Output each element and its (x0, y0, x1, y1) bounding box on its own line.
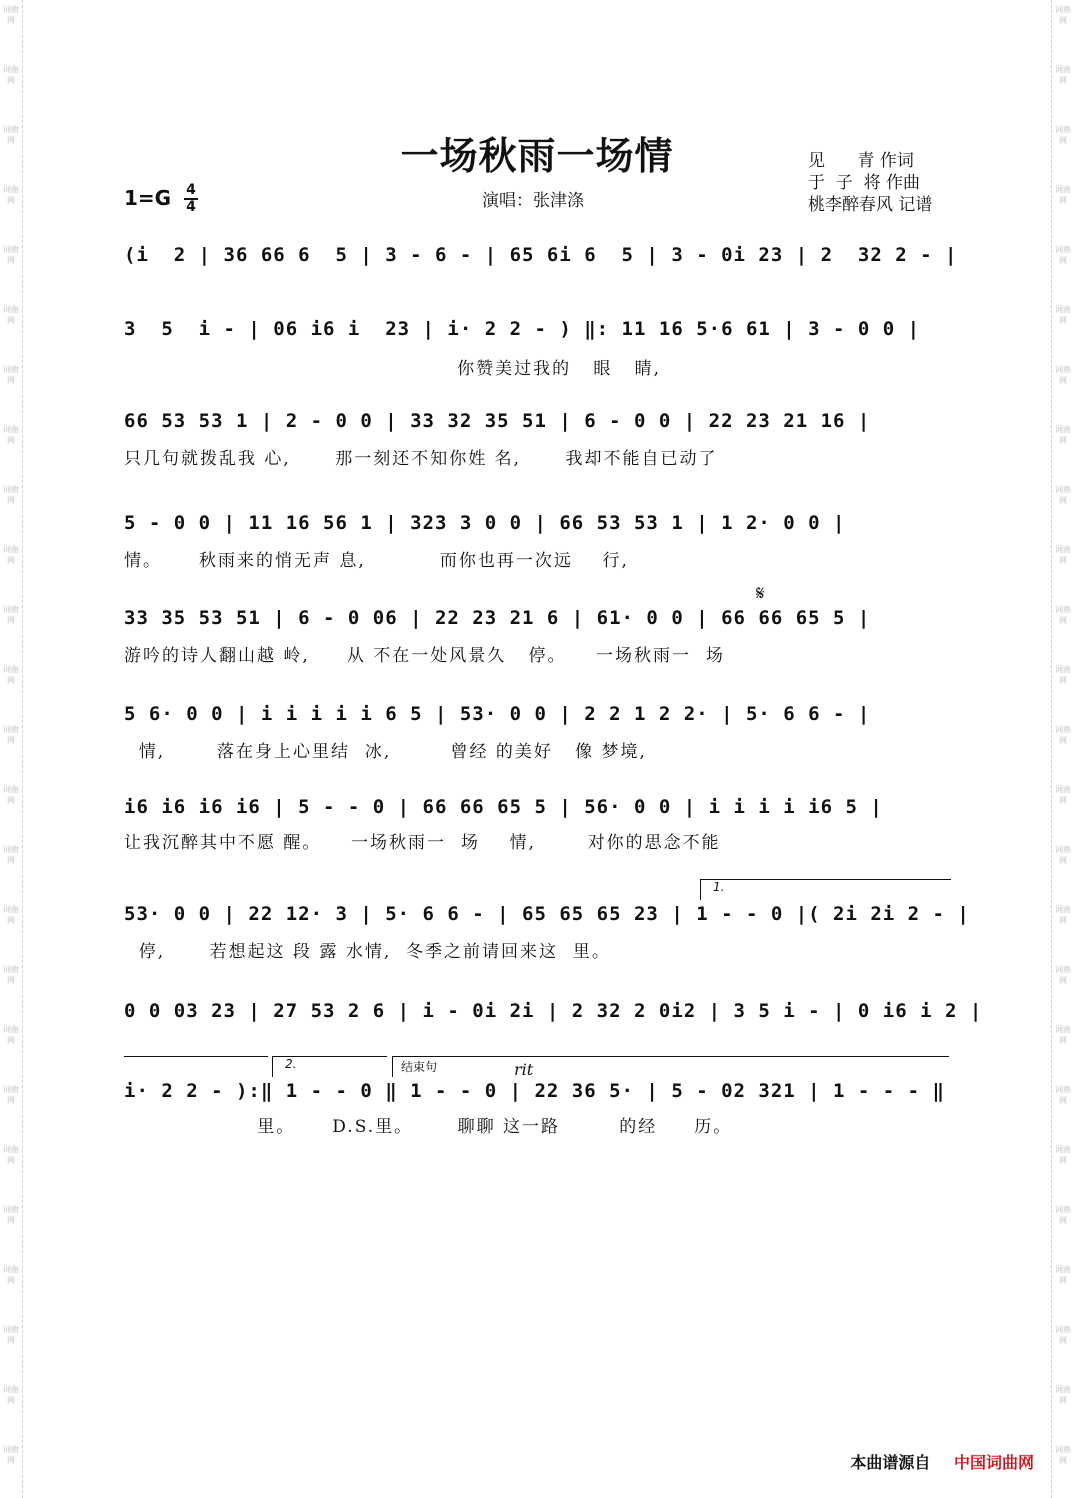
watermark-text: 词曲网 (1055, 365, 1071, 385)
watermark-text: 词曲网 (1055, 1025, 1071, 1045)
footer (850, 1450, 1034, 1473)
watermark-text: 词曲网 (1055, 5, 1071, 25)
credit-transcriber: 桃李醉春风 记谱 (808, 195, 933, 215)
notation-row: 3 5 i - | 06 i6 i 23 | i· 2 2 - ) ‖: 11 16 5·6 61 | 3 - 0 0 | (124, 318, 921, 340)
notation-row: 66 53 53 1 | 2 - 0 0 | 33 32 35 51 | 6 - 0 0 | 22 23 21 16 | (124, 410, 871, 432)
meter-bottom: 4 (186, 199, 196, 215)
footer-site-link[interactable]: 中国词曲网 (953, 1453, 1034, 1472)
time-signature (184, 183, 198, 215)
rit-marking: rit (514, 1060, 534, 1079)
lyrics-row: 情。 秋雨来的悄无声 息, 而你也再一次远 行, (124, 551, 629, 571)
watermark-text: 词曲网 (1055, 125, 1071, 145)
watermark-text: 词曲网 (3, 1085, 19, 1105)
watermark-text: 词曲网 (1055, 65, 1071, 85)
watermark-text: 词曲网 (1055, 1265, 1071, 1285)
watermark-text: 词曲网 (3, 425, 19, 445)
watermark-text: 词曲网 (1055, 845, 1071, 865)
watermark-text: 词曲网 (3, 305, 19, 325)
lyrics-row: 里。 D.S.里。 聊聊 这一路 的经 历。 (124, 1117, 733, 1137)
volta-1-label: 1. (713, 880, 725, 894)
watermark-text: 词曲网 (3, 5, 19, 25)
watermark-text: 词曲网 (3, 605, 19, 625)
song-title: 一场秋雨一场情 (400, 133, 674, 178)
watermark-text: 词曲网 (3, 665, 19, 685)
watermark-text: 词曲网 (3, 185, 19, 205)
watermark-text: 词曲网 (3, 1145, 19, 1165)
notation-row: 5 - 0 0 | 11 16 56 1 | 323 3 0 0 | 66 53 53 1 | 1 2· 0 0 | (124, 512, 846, 534)
footer-source: 本曲谱源自 (850, 1453, 931, 1472)
watermark-text: 词曲网 (1055, 605, 1071, 625)
watermark-text: 词曲网 (3, 545, 19, 565)
volta-1-continuation (124, 1056, 268, 1057)
notation-row: 5 6· 0 0 | i i i i i 6 5 | 53· 0 0 | 2 2 1 2 2· | 5· 6 6 - | (124, 703, 871, 725)
watermark-text: 词曲网 (1055, 485, 1071, 505)
credits (808, 150, 932, 216)
volta-2-bracket (272, 1056, 387, 1077)
watermark-text: 词曲网 (3, 1265, 19, 1285)
watermark-text: 词曲网 (1055, 1205, 1071, 1225)
watermark-text: 词曲网 (3, 1205, 19, 1225)
notation-row: 33 35 53 51 | 6 - 0 06 | 22 23 21 6 | 61· 0 0 | 66 66 65 5 | (124, 607, 871, 629)
notation-row: 0 0 03 23 | 27 53 2 6 | i - 0i 2i | 2 32 2 0i2 | 3 5 i - | 0 i6 i 2 | (124, 1000, 983, 1022)
lyrics-row: 停, 若想起这 段 露 水情, 冬季之前请回来这 里。 (124, 942, 611, 962)
watermark-text: 词曲网 (3, 785, 19, 805)
notation-row: i· 2 2 - ):‖ 1 - - 0 ‖ 1 - - 0 | 22 36 5· | 5 - 02 321 | 1 - - - ‖ (124, 1080, 945, 1102)
notation-row: 53· 0 0 | 22 12· 3 | 5· 6 6 - | 65 65 65 23 | 1 - - 0 |( 2i 2i 2 - | (124, 903, 970, 925)
watermark-text: 词曲网 (1055, 785, 1071, 805)
watermark-text: 词曲网 (3, 845, 19, 865)
watermark-text: 词曲网 (3, 485, 19, 505)
key-signature: 1=G (124, 186, 172, 210)
watermark-text: 词曲网 (3, 1325, 19, 1345)
watermark-text: 词曲网 (1055, 305, 1071, 325)
watermark-text: 词曲网 (1055, 1325, 1071, 1345)
left-watermark-strip (0, 0, 23, 1498)
credit-composer: 于 子 将 作曲 (808, 173, 921, 193)
watermark-text: 词曲网 (1055, 1145, 1071, 1165)
watermark-text: 词曲网 (3, 1445, 19, 1465)
watermark-text: 词曲网 (1055, 1085, 1071, 1105)
lyrics-row: 情, 落在身上心里结 冰, 曾经 的美好 像 梦境, (124, 742, 647, 762)
watermark-text: 词曲网 (1055, 1445, 1071, 1465)
watermark-text: 词曲网 (3, 905, 19, 925)
volta-1-bracket (700, 879, 951, 900)
lyrics-row: 你赞美过我的 眼 睛, (124, 359, 661, 379)
watermark-text: 词曲网 (1055, 1385, 1071, 1405)
notation-row: i6 i6 i6 i6 | 5 - - 0 | 66 66 65 5 | 56· 0 0 | i i i i i6 5 | (124, 796, 883, 818)
singer: 演唱：张津涤 (482, 191, 584, 211)
ending-bracket (392, 1056, 949, 1077)
volta-2-label: 2. (285, 1057, 297, 1071)
watermark-text: 词曲网 (3, 725, 19, 745)
watermark-text: 词曲网 (1055, 725, 1071, 745)
ending-label: 结束句 (401, 1060, 438, 1074)
watermark-text: 词曲网 (3, 965, 19, 985)
right-watermark-strip (1051, 0, 1074, 1498)
meter-top: 4 (184, 183, 198, 200)
segno-sign: 𝄋 (756, 581, 765, 605)
watermark-text: 词曲网 (1055, 425, 1071, 445)
watermark-text: 词曲网 (1055, 905, 1071, 925)
lyrics-row: 只几句就拨乱我 心, 那一刻还不知你姓 名, 我却不能自已动了 (124, 449, 718, 469)
watermark-text: 词曲网 (1055, 965, 1071, 985)
lyrics-row: 游吟的诗人翻山越 岭, 从 不在一处风景久 停。 一场秋雨一 场 (124, 646, 725, 666)
watermark-text: 词曲网 (3, 1385, 19, 1405)
watermark-text: 词曲网 (3, 365, 19, 385)
watermark-text: 词曲网 (1055, 185, 1071, 205)
watermark-text: 词曲网 (3, 125, 19, 145)
watermark-text: 词曲网 (3, 245, 19, 265)
lyrics-row: 让我沉醉其中不愿 醒。 一场秋雨一 场 情, 对你的思念不能 (124, 833, 721, 853)
watermark-text: 词曲网 (3, 65, 19, 85)
notation-row: (i 2 | 36 66 6 5 | 3 - 6 - | 65 6i 6 5 | 3 - 0i 23 | 2 32 2 - | (124, 244, 958, 266)
watermark-text: 词曲网 (1055, 245, 1071, 265)
watermark-text: 词曲网 (1055, 545, 1071, 565)
watermark-text: 词曲网 (3, 1025, 19, 1045)
credit-lyricist: 见 青 作词 (808, 151, 914, 171)
watermark-text: 词曲网 (1055, 665, 1071, 685)
